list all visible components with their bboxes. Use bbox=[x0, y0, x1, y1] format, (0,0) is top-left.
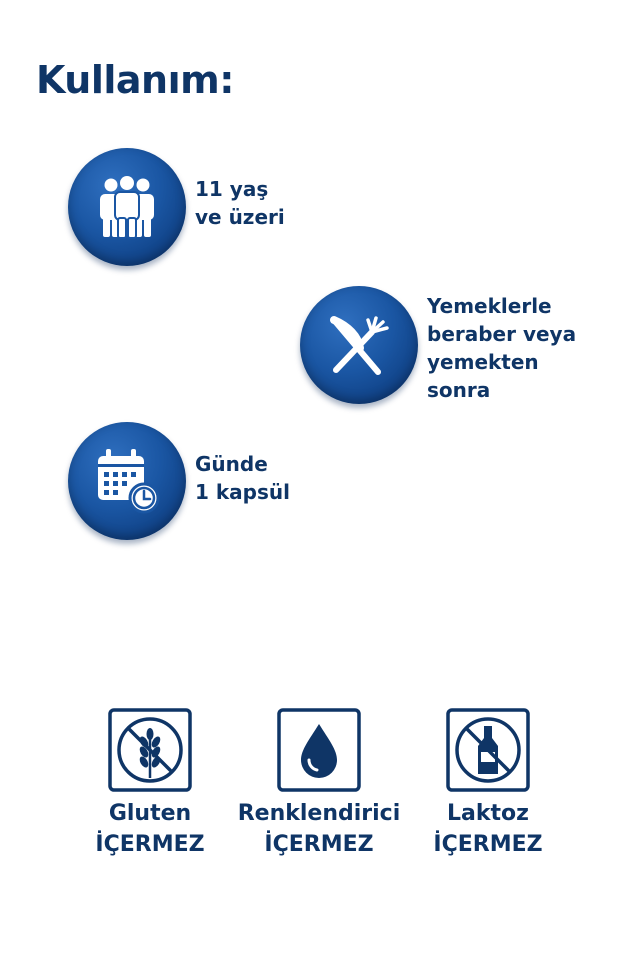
badge-lactose-line-1: Laktoz bbox=[447, 801, 529, 826]
usage-age-line-2: ve üzeri bbox=[195, 205, 285, 229]
usage-age-label bbox=[195, 175, 285, 231]
calendar-clock-icon bbox=[68, 422, 186, 540]
badge-lactose-line-2: İÇERMEZ bbox=[433, 832, 543, 857]
badge-colorant-line-2: İÇERMEZ bbox=[264, 832, 374, 857]
badge-colorant-line-1: Renklendirici bbox=[237, 801, 401, 826]
usage-meal-line-1: Yemeklerle bbox=[427, 294, 552, 318]
drop-icon bbox=[277, 708, 361, 792]
usage-meal-line-2: beraber veya bbox=[427, 322, 577, 346]
usage-meal-line-3: yemekten bbox=[427, 350, 539, 374]
fork-knife-icon-circle bbox=[300, 286, 418, 404]
badge-gluten-line-2: İÇERMEZ bbox=[95, 832, 205, 857]
no-gluten-icon bbox=[108, 708, 192, 792]
fork-knife-icon bbox=[300, 286, 418, 404]
usage-dose-line-1: Günde bbox=[195, 452, 268, 476]
calendar-clock-icon-circle bbox=[68, 422, 186, 540]
no-milk-bottle-icon bbox=[446, 708, 530, 792]
usage-age-line-1: 11 yaş bbox=[195, 177, 269, 201]
usage-meal-label bbox=[427, 292, 576, 404]
usage-dose-label bbox=[195, 450, 290, 506]
badge-gluten-line-1: Gluten bbox=[108, 801, 192, 826]
people-icon-circle bbox=[68, 148, 186, 266]
page-title: Kullanım: bbox=[36, 58, 234, 102]
usage-dose-line-2: 1 kapsül bbox=[195, 480, 290, 504]
usage-meal-line-4: sonra bbox=[427, 378, 491, 402]
people-icon bbox=[68, 148, 186, 266]
badge-lactose-label bbox=[388, 798, 588, 860]
